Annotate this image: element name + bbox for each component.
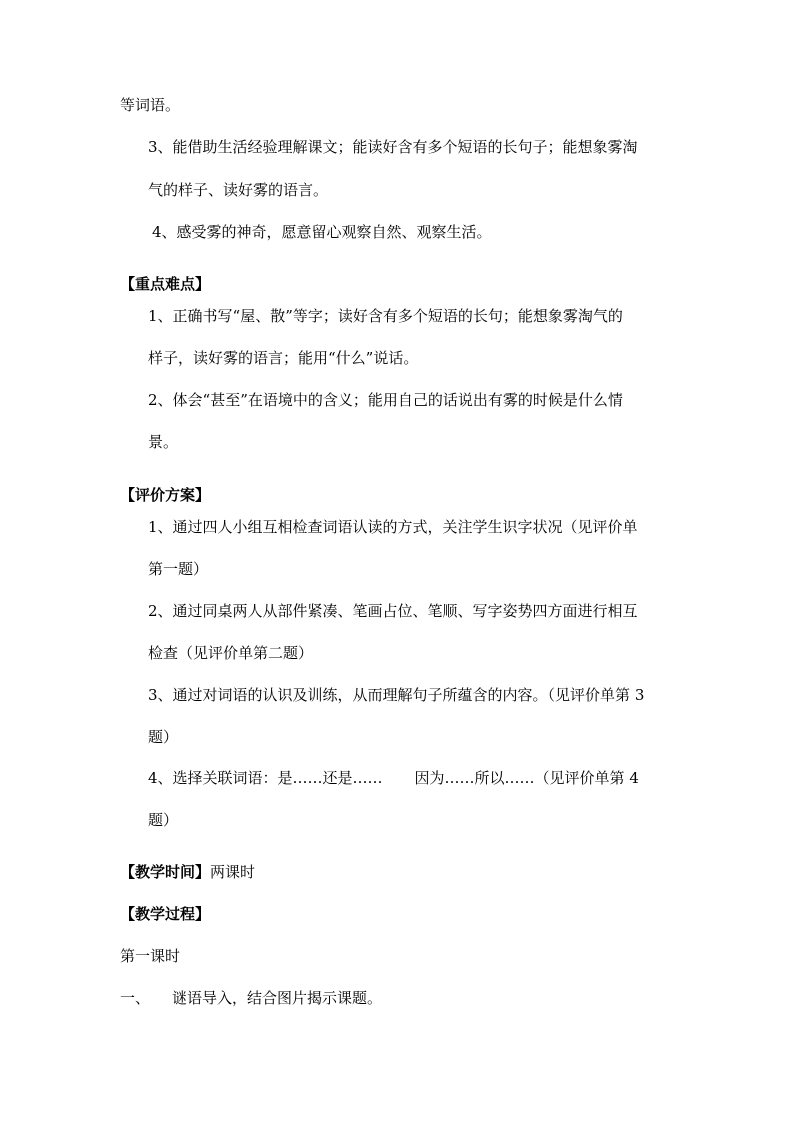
period-label: 第一课时 — [120, 947, 181, 965]
evaluation-item-2-line-1: 2、通过同桌两人从部件紧凑、笔画占位、笔顺、写字姿势四方面进行相互 — [148, 602, 638, 620]
evaluation-item-2-line-2: 检查（见评价单第二题） — [148, 644, 314, 662]
process-step-1 — [120, 988, 382, 1008]
evaluation-heading: 【评价方案】 — [120, 486, 211, 504]
teaching-time-heading: 【教学时间】 — [120, 863, 211, 881]
key-point-item-2-line-2: 景。 — [148, 433, 179, 451]
process-step-1-text: 谜语导入，结合图片揭示课题。 — [172, 989, 383, 1007]
goal-item-3-line-2: 气的样子、读好雾的语言。 — [148, 181, 329, 199]
teaching-process-heading: 【教学过程】 — [120, 905, 211, 923]
evaluation-item-4-line-2: 题） — [148, 811, 179, 829]
key-point-item-1-line-1: 1、正确书写“屋、散”等字；读好含有多个短语的长句；能想象雾淘气的 — [148, 307, 623, 325]
evaluation-item-3-line-1: 3、通过对词语的认识及训练，从而理解句子所蕴含的内容。（见评价单第 3 — [148, 686, 645, 704]
key-point-item-2-line-1: 2、体会“甚至”在语境中的含义；能用自己的话说出有雾的时候是什么情 — [148, 391, 623, 409]
goal-item-4: 4、感受雾的神奇，愿意留心观察自然、观察生活。 — [152, 223, 492, 241]
evaluation-item-4-option-a: 4、选择关联词语：是……还是…… — [148, 769, 383, 787]
goals-continuation: 等词语。 — [120, 96, 181, 114]
evaluation-item-3-line-2: 题） — [148, 728, 179, 746]
evaluation-item-4-option-b: 因为……所以……（见评价单第 4 — [414, 769, 639, 787]
evaluation-item-1-line-1: 1、通过四人小组互相检查词语认读的方式，关注学生识字状况（见评价单 — [148, 518, 638, 536]
teaching-time-value: 两课时 — [210, 863, 256, 881]
key-points-heading: 【重点难点】 — [120, 275, 211, 293]
process-step-1-number: 一、 — [120, 989, 151, 1007]
evaluation-item-4-line-1 — [148, 768, 639, 788]
teaching-time — [120, 862, 255, 882]
evaluation-item-1-line-2: 第一题） — [148, 560, 209, 578]
goal-item-3-line-1: 3、能借助生活经验理解课文；能读好含有多个短语的长句子；能想象雾淘 — [148, 138, 638, 156]
key-point-item-1-line-2: 样子，读好雾的语言；能用“什么”说话。 — [148, 349, 419, 367]
